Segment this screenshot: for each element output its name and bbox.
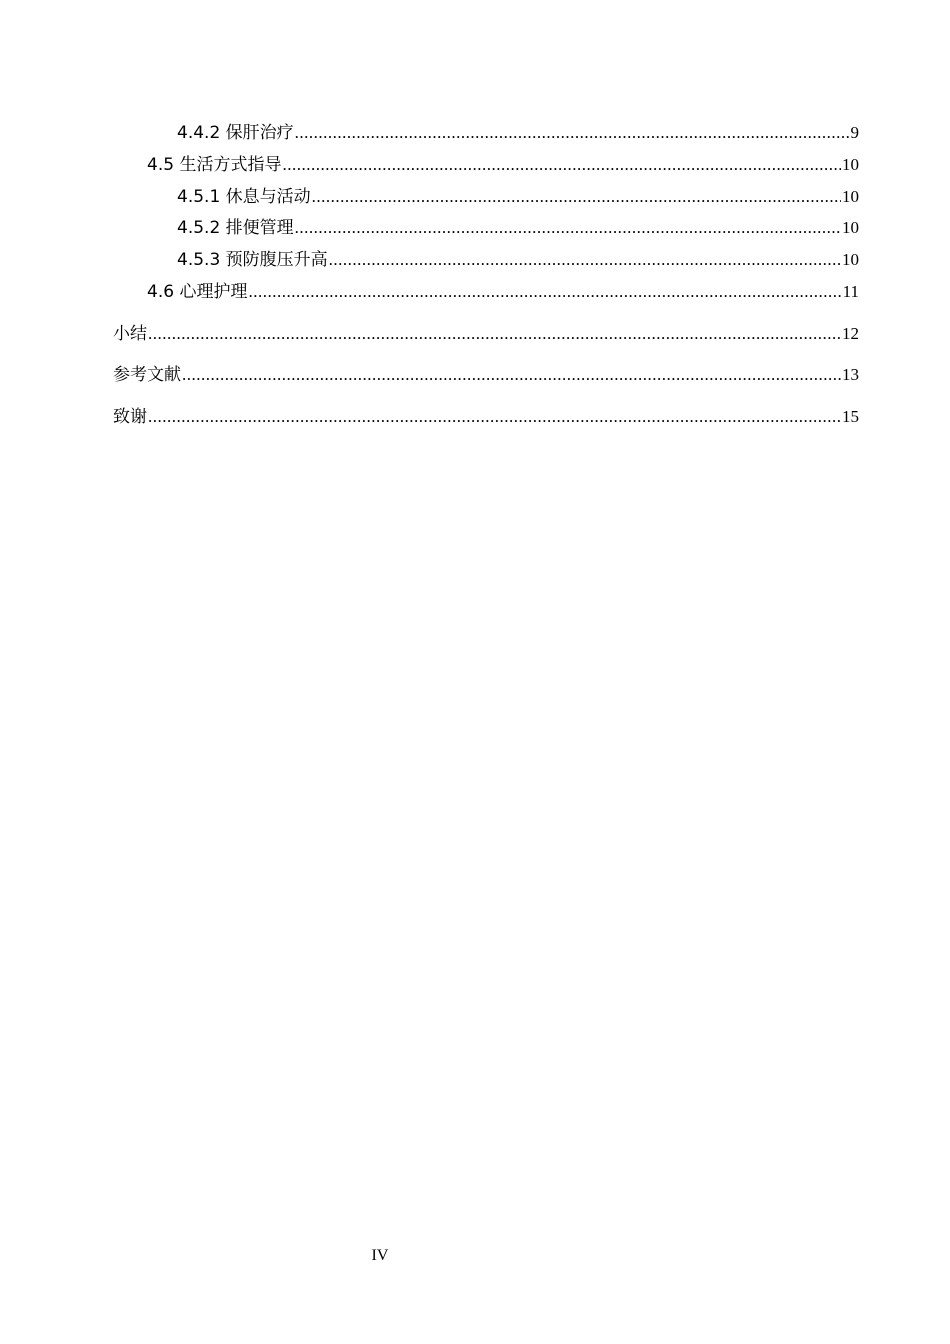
dot-leader: [329, 248, 841, 272]
dot-leader: [248, 280, 841, 304]
toc-entry-4-5-2[interactable]: [177, 216, 859, 240]
toc-entry-title: 4.5 生活方式指导: [147, 155, 282, 175]
toc-entry-page: 13: [842, 365, 859, 384]
toc-entry-references[interactable]: [113, 363, 859, 387]
dot-leader: [282, 153, 841, 177]
toc-entry-page: 11: [842, 282, 859, 301]
dot-leader: [312, 185, 841, 209]
toc-entry-title: 小结: [113, 324, 147, 344]
toc-entry-4-4-2[interactable]: [177, 121, 859, 145]
toc-entry-4-6[interactable]: [147, 280, 859, 304]
toc-entry-title: 4.5.2 排便管理: [177, 218, 294, 238]
toc-entry-title: 4.6 心理护理: [147, 282, 248, 302]
toc-entry-4-5[interactable]: [147, 153, 859, 177]
toc-entry-page: 10: [842, 250, 859, 269]
toc-entry-4-5-1[interactable]: [177, 185, 859, 209]
toc-entry-acknowledgements[interactable]: [113, 405, 859, 429]
dot-leader: [295, 216, 841, 240]
page-number: IV: [371, 1247, 389, 1264]
toc-entry-title: 致谢: [113, 407, 147, 427]
toc-entry-title: 4.5.1 休息与活动: [177, 187, 311, 207]
toc-entry-title: 4.5.3 预防腹压升高: [177, 250, 328, 270]
toc-entry-page: 10: [842, 187, 859, 206]
toc-entry-page: 15: [842, 407, 859, 426]
dot-leader: [182, 363, 841, 387]
toc-entry-title: 4.4.2 保肝治疗: [177, 123, 294, 143]
toc-entry-summary[interactable]: [113, 322, 859, 346]
dot-leader: [295, 121, 850, 145]
toc-entry-4-5-3[interactable]: [177, 248, 859, 272]
dot-leader: [148, 405, 841, 429]
toc-entry-page: 10: [842, 218, 859, 237]
toc-entry-page: 10: [842, 155, 859, 174]
toc-entry-page: 9: [850, 123, 859, 142]
toc-entry-page: 12: [842, 324, 859, 343]
dot-leader: [148, 322, 841, 346]
toc-entry-title: 参考文献: [113, 365, 181, 385]
